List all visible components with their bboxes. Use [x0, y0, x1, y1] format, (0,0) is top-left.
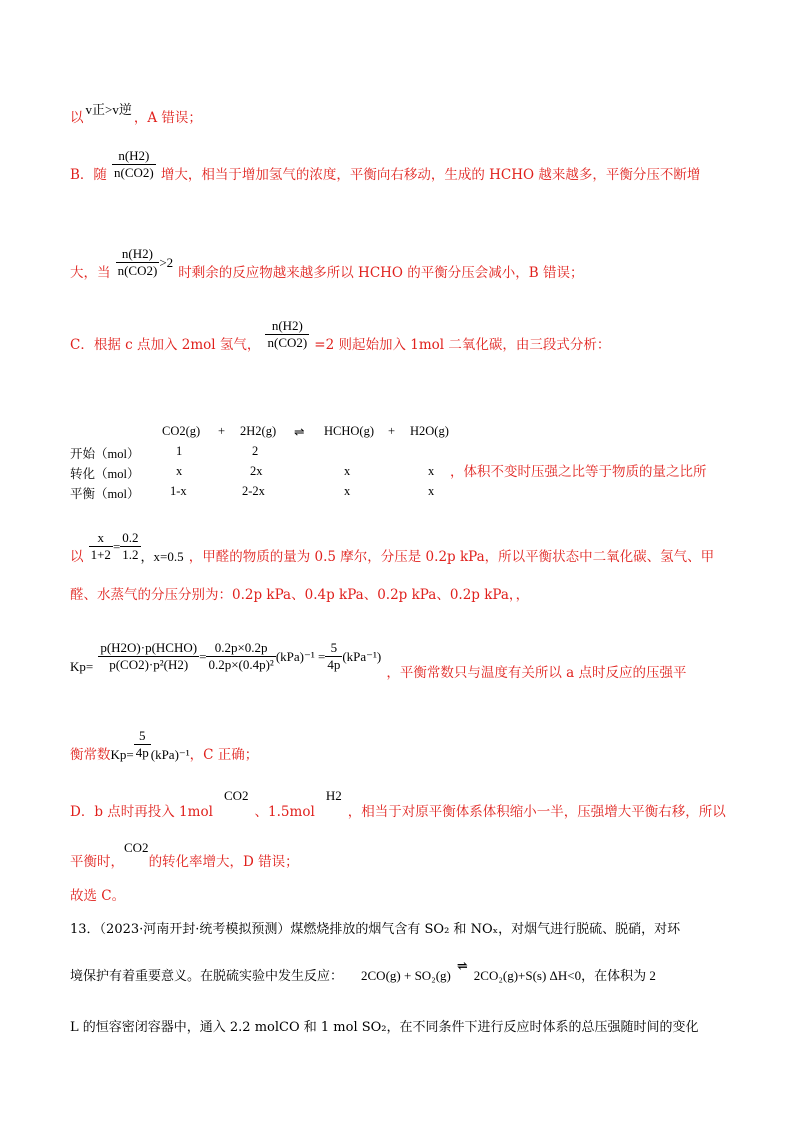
text: ，A 错误；: [133, 110, 202, 126]
equals: =: [199, 649, 207, 664]
inequality: v正>v逆: [85, 102, 132, 117]
line-f: [70, 840, 299, 870]
reaction-left: 2CO(g) + SO₂(g): [361, 968, 451, 983]
cell: 1-x: [170, 484, 187, 498]
text: 时剩余的反应物越来越多所以 HCHO 的平衡分压会减小，B 错误；: [178, 265, 584, 281]
question-13-line-1: 13．（2023·河南开封·统考模拟预测）煤燃烧排放的烟气含有 SO₂ 和 NOₓ，对烟气进行脱硫、脱硝，对环: [70, 922, 681, 937]
fraction: $\frac{\text{p(H2O)·p(HCHO)}}{\text{p(CO2)·p²(H2)}}$: [100, 640, 198, 672]
note: ，体积不变时压强之比等于物质的量之比所: [450, 464, 707, 480]
text: ，相当于对原平衡体系体积缩小一半，压强增大平衡右移，所以: [347, 804, 726, 820]
cell: 1: [176, 444, 183, 458]
text: 增大，相当于增加氢气的浓度，平衡向右移动，生成的 HCHO 越来越多，平衡分压不断增: [160, 167, 701, 183]
text: C．根据 c 点加入 2mol 氢气，: [70, 337, 261, 353]
kp-result: [70, 728, 258, 761]
text: ，平衡常数只与温度有关所以 a 点时反应的压强平: [386, 665, 687, 681]
kp-expression: [70, 640, 687, 681]
partial-pressures: 醛、水蒸气的分压分别为：0.2p kPa、0.4p kPa、0.2p kPa、0.2p kPa，，: [70, 587, 530, 603]
line-c: [70, 318, 610, 351]
text: 、1.5mol: [254, 804, 315, 820]
text: =2 则起始加入 1mol 二氧化碳，由三段式分析：: [314, 337, 611, 353]
text: D．b 点时再投入 1mol: [70, 804, 213, 820]
equals: =: [112, 539, 121, 554]
fraction: $\frac{5}{4p}$: [327, 640, 341, 672]
equilibrium-arrow: ⇌: [294, 425, 305, 439]
fraction: $\frac{5}{4p}$: [135, 728, 149, 760]
text: 境保护有着重要意义。在脱硫实验中发生反应：: [70, 969, 344, 984]
species: HCHO(g): [324, 424, 374, 438]
fraction: $\frac{n(H2)}{n(CO2)}$: [267, 318, 308, 350]
line-a: [70, 102, 202, 128]
comparison: >2: [159, 255, 174, 270]
text: 衡常数: [70, 747, 111, 763]
cell: x: [428, 484, 435, 498]
unit: (kPa⁻¹): [342, 649, 382, 664]
fraction: $\frac{0.2}{1.2}$: [122, 530, 139, 562]
reaction-right: 2CO₂(g)+S(s) ΔH<0，在体积为 2: [473, 968, 656, 983]
text: 大，当: [70, 265, 111, 281]
reaction-arrow: ⇌: [456, 959, 468, 974]
fraction: $\frac{0.2p\times 0.2p}{\text{0.2p×(0.4p)²}}$: [208, 640, 274, 672]
answer: 故选 C。: [70, 888, 126, 904]
text: ，C 正确；: [189, 747, 259, 763]
formula: CO2: [124, 840, 149, 855]
line-b2: [70, 246, 584, 279]
text: 平衡时，: [70, 854, 124, 870]
value: ，x=0.5: [140, 549, 184, 564]
question-13-line-3: L 的恒容密闭容器中，通入 2.2 molCO 和 1 mol SO₂，在不同条件下进行反应时体系的总压强随时间的变化: [70, 1020, 699, 1035]
kp-label: Kp=: [110, 747, 134, 762]
cell: x: [176, 464, 183, 478]
row-label: 开始（mol）: [70, 447, 140, 461]
cell: x: [344, 484, 351, 498]
option-label: B．随: [70, 167, 107, 183]
unit: (kPa)⁻¹: [150, 747, 190, 762]
formula: CO2: [223, 788, 249, 803]
formula: H2: [325, 788, 342, 803]
row-label: 转化（mol）: [70, 467, 140, 481]
fraction: $\frac{n(H2)}{n(CO2)}$: [114, 148, 154, 180]
species: CO2(g): [162, 424, 201, 438]
row-label: 平衡（mol）: [70, 487, 140, 501]
line-b: [70, 148, 700, 181]
cell: 2x: [250, 464, 263, 478]
cell: 2: [252, 444, 259, 458]
text: ，甲醛的物质的量为 0.5 摩尔，分压是 0.2p kPa，所以平衡状态中二氧化碳、氢气、甲: [188, 549, 715, 565]
cell: x: [428, 464, 435, 478]
unit: (kPa)⁻¹ =: [275, 649, 326, 664]
question-13-line-2: [70, 959, 656, 987]
line-d: [70, 788, 726, 820]
kp-label: Kp=: [70, 659, 94, 674]
fraction: $\frac{n(H2)}{n(CO2)}$: [117, 246, 158, 278]
plus: +: [388, 424, 396, 438]
cell: 2-2x: [242, 484, 265, 498]
text: 以: [70, 110, 84, 126]
fraction: $\frac{x}{1+2}$: [90, 530, 111, 562]
line-d1: [70, 530, 714, 563]
text: 的转化率增大，D 错误；: [148, 854, 299, 870]
species: H2O(g): [410, 424, 449, 438]
cell: x: [344, 464, 351, 478]
species: 2H2(g): [240, 424, 277, 438]
text: 以: [70, 549, 84, 565]
plus: +: [218, 424, 226, 438]
